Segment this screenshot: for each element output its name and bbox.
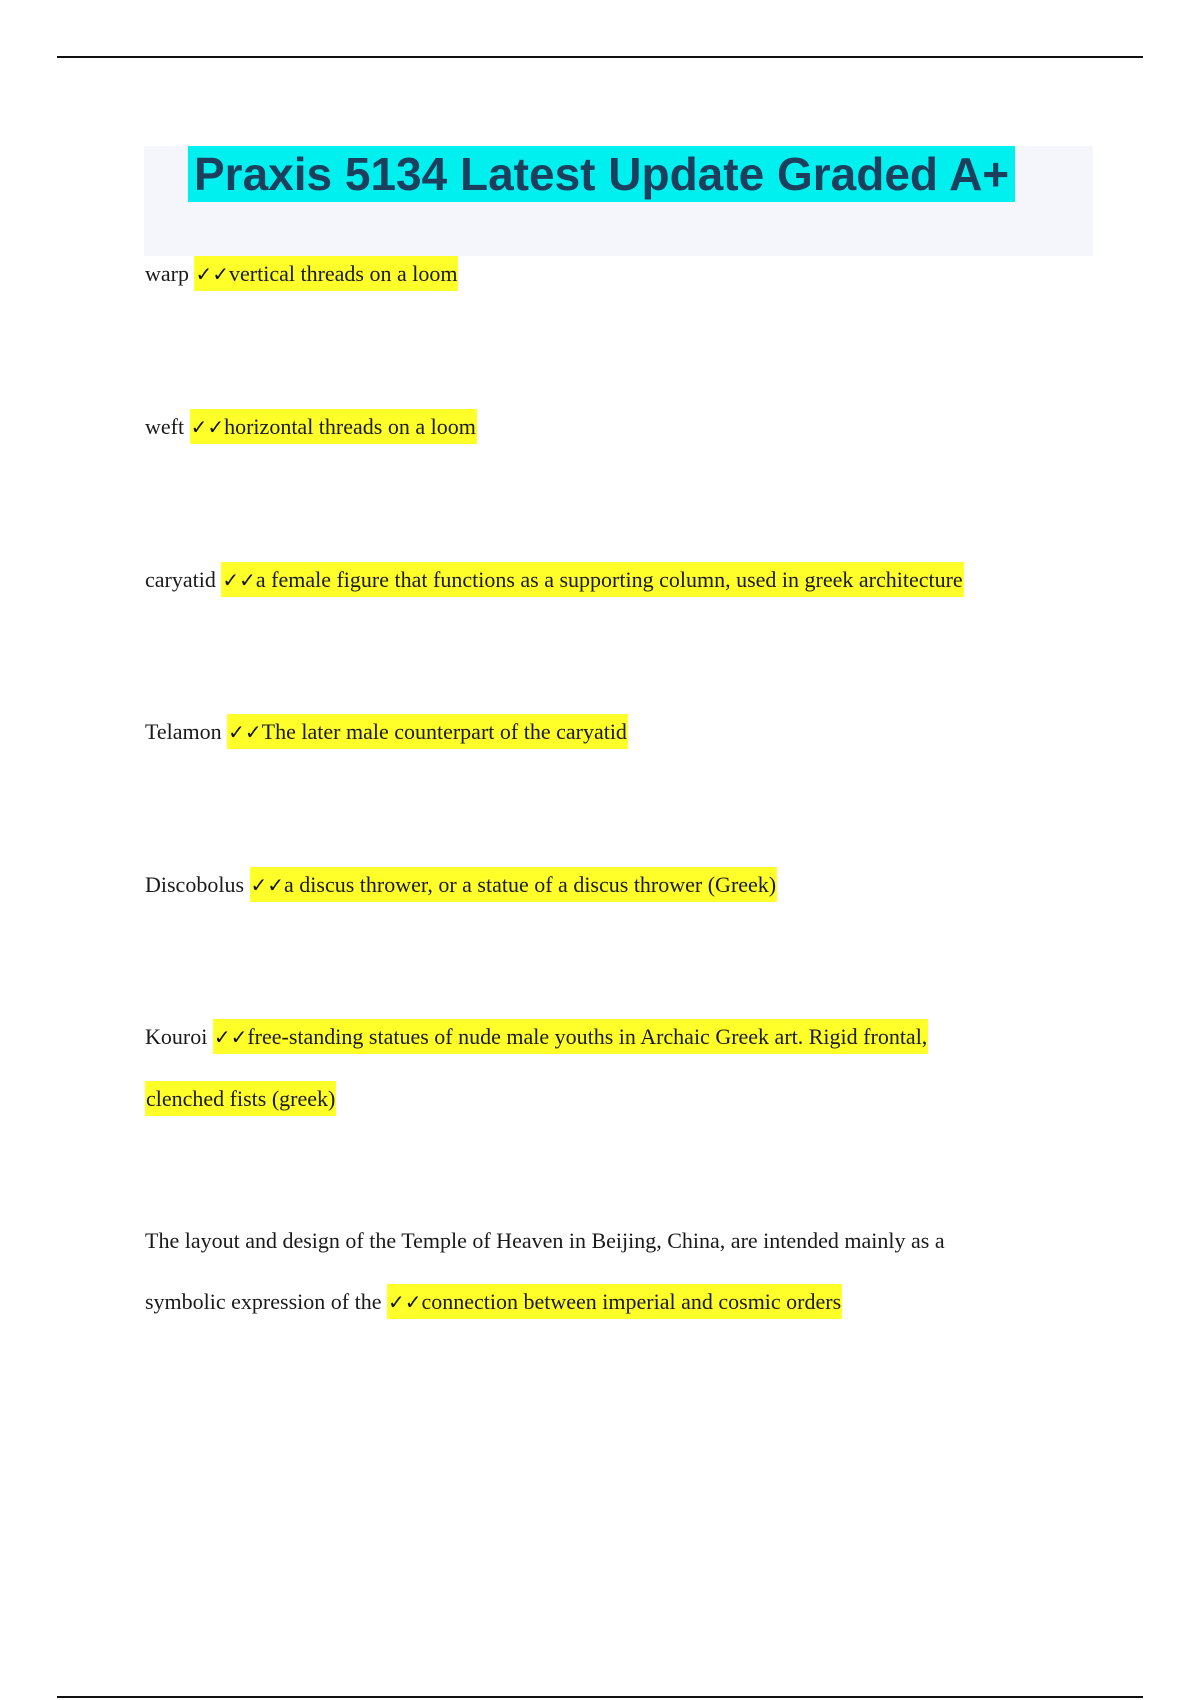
entry-answer bbox=[221, 562, 963, 597]
entry-weft bbox=[145, 396, 1065, 458]
entry-line bbox=[145, 1271, 1065, 1333]
entry-definition: vertical threads on a loom bbox=[229, 261, 458, 286]
check-mark-icon: ✓✓ bbox=[213, 1025, 248, 1049]
entry-answer bbox=[194, 256, 458, 291]
entry-term: Kouroi bbox=[145, 1024, 208, 1049]
entry-kouroi bbox=[145, 1006, 1065, 1129]
entry-answer bbox=[190, 409, 477, 444]
entry-answer bbox=[213, 1019, 928, 1054]
entry-line bbox=[145, 1068, 1065, 1129]
entry-term: caryatid bbox=[145, 567, 216, 592]
entry-term: weft bbox=[145, 414, 185, 439]
entry-term: Discobolus bbox=[145, 872, 244, 897]
check-mark-icon: ✓✓ bbox=[228, 720, 262, 744]
entry-discobolus bbox=[145, 854, 1065, 916]
entry-definition: The later male counterpart of the caryatid bbox=[261, 719, 627, 744]
check-mark-icon: ✓✓ bbox=[222, 568, 256, 592]
entry-definition: free-standing statues of nude male youths in Archaic Greek art. Rigid frontal, bbox=[247, 1024, 928, 1049]
entry-definition: a female figure that functions as a supporting column, used in greek architecture bbox=[255, 567, 963, 592]
bottom-rule bbox=[57, 1696, 1143, 1698]
entry-telamon bbox=[145, 701, 1065, 763]
entry-answer bbox=[387, 1284, 842, 1319]
entry-temple-of-heaven bbox=[145, 1210, 1065, 1333]
page-title: Praxis 5134 Latest Update Graded A+ bbox=[188, 146, 1015, 202]
entry-question-line: The layout and design of the Temple of Heaven in Beijing, China, are intended mainly as a bbox=[145, 1228, 945, 1253]
entry-definition: connection between imperial and cosmic orders bbox=[421, 1289, 842, 1314]
entry-definition: horizontal threads on a loom bbox=[224, 414, 476, 439]
check-mark-icon: ✓✓ bbox=[195, 262, 229, 286]
check-mark-icon: ✓✓ bbox=[250, 873, 285, 897]
entry-definition: a discus thrower, or a statue of a discus thrower (Greek) bbox=[284, 872, 777, 897]
entry-term: warp bbox=[145, 261, 189, 286]
entry-definition: clenched fists (greek) bbox=[145, 1081, 336, 1116]
check-mark-icon: ✓✓ bbox=[190, 415, 225, 439]
entry-term: Telamon bbox=[145, 719, 222, 744]
entry-line bbox=[145, 1006, 1065, 1068]
entry-answer bbox=[227, 714, 628, 749]
top-rule bbox=[57, 56, 1143, 58]
check-mark-icon: ✓✓ bbox=[387, 1290, 422, 1314]
entry-warp bbox=[145, 243, 1065, 305]
entry-caryatid bbox=[145, 549, 1065, 611]
entry-term: symbolic expression of the bbox=[145, 1289, 382, 1314]
entry-answer bbox=[250, 867, 778, 902]
